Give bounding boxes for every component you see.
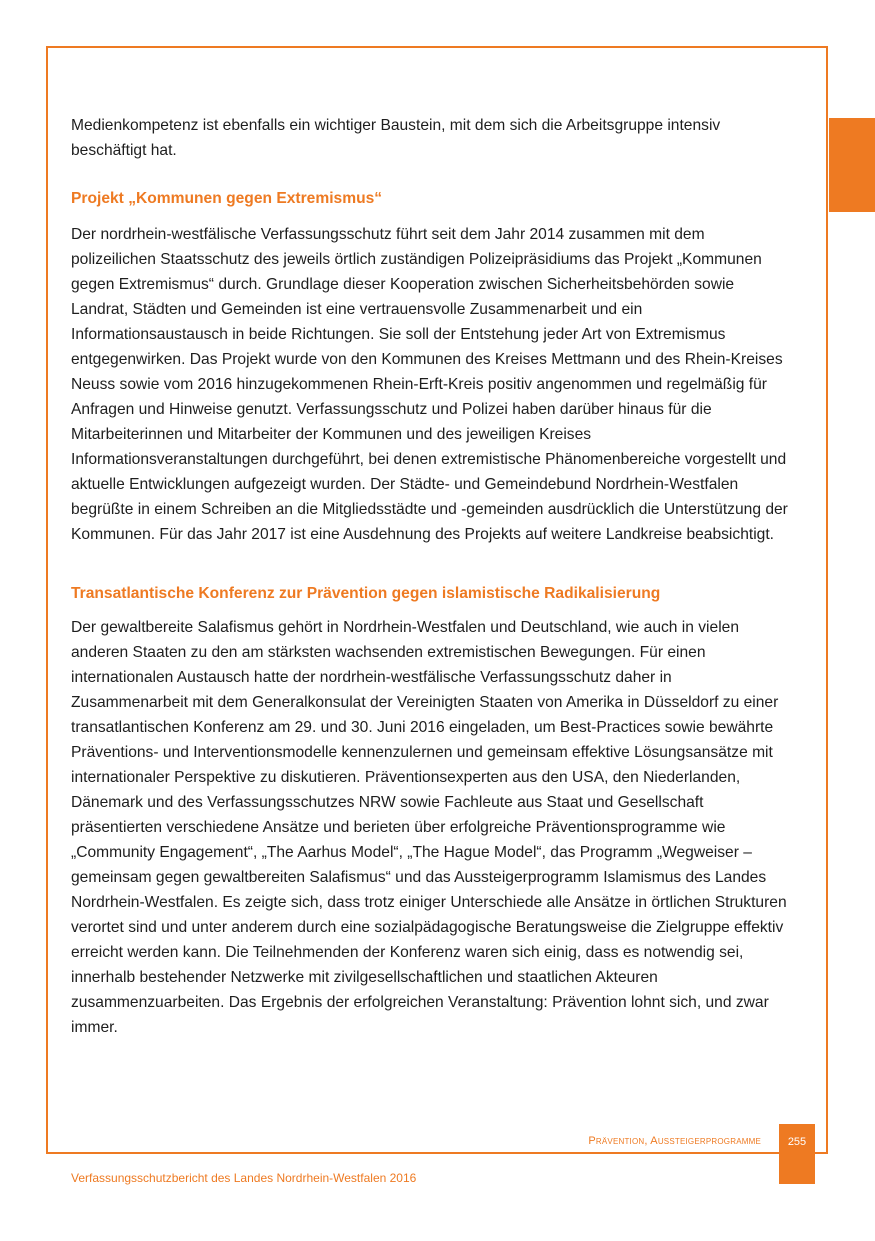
page-number: 255: [787, 1136, 807, 1148]
section-body-konferenz: Der gewaltbereite Salafismus gehört in Nordrhein-Westfalen und Deutschland, wie auch in vielen anderen Staaten zu den am stärksten wachsenden extremistischen Bewegungen. Für einen internationalen Austausch hatte der nordrhein-westfälische Verfassungsschutz daher in Zusammenarbeit mit dem Generalkonsulat der Vereinigten Staaten von Amerika in Düsseldorf zu einer transatlantischen Konferenz am 29. und 30. Juni 2016 eingeladen, um Best-Practices sowie bewährte Präventions- und Interventionsmodelle kennenzulernen und gemeinsam effektive Lösungsansätze mit internationaler Perspektive zu diskutieren. Präventionsexperten aus den USA, den Niederlanden, Dänemark und des Verfassungsschutzes NRW sowie Fachleute aus Staat und Gesellschaft präsentierten verschiedene Ansätze und berieten über erfolgreiche Präventionsprogramme wie „Community Engagement“, „The Aarhus Model“, „The Hague Model“, das Programm „Wegweiser – gemeinsam gegen gewaltbereiten Salafismus“ und das Aussteigerprogramm Islamismus des Landes Nordrhein-Westfalen. Es zeigte sich, dass trotz einiger Unterschiede alle Ansätze in örtlichen Strukturen verortet sind und unter anderem durch eine sozialpädagogische Beratungsweise die Zielgruppe effektiv erreicht werden kann. Die Teilnehmenden der Konferenz waren sich einig, dass es notwendig sei, innerhalb bestehender Netzwerke mit zivilgesellschaftlichen und staatlichen Akteuren zusammenzuarbeiten. Das Ergebnis der erfolgreichen Veranstaltung: Prävention lohnt sich, und zwar immer.: [71, 619, 787, 1036]
page-number-box: [779, 1124, 815, 1184]
section-heading-kommunen: Projekt „Kommunen gegen Extremismus“: [71, 190, 383, 207]
report-title: Verfassungsschutzbericht des Landes Nordrhein-Westfalen 2016: [71, 1171, 417, 1185]
section-heading-konferenz: Transatlantische Konferenz zur Prävention gegen islamistische Radikalisierung: [71, 585, 661, 602]
intro-paragraph: Medienkompetenz ist ebenfalls ein wichtiger Baustein, mit dem sich die Arbeitsgruppe intensiv beschäftigt hat.: [71, 117, 721, 159]
page-content: [71, 113, 791, 1040]
chapter-side-tab: [829, 118, 875, 212]
chapter-label: Prävention, Aussteigerprogramme: [588, 1135, 761, 1147]
section-body-kommunen: Der nordrhein-westfälische Verfassungsschutz führt seit dem Jahr 2014 zusammen mit dem polizeilichen Staatsschutz des jeweils örtlich zuständigen Polizeipräsidiums das Projekt „Kommunen gegen Extremismus“ durch. Grundlage dieser Kooperation zwischen Sicherheitsbehörden sowie Landrat, Städten und Gemeinden ist eine vertrauensvolle Zusammenarbeit und ein Informationsaustausch in beide Richtungen. Sie soll der Entstehung jeder Art von Extremismus entgegenwirken. Das Projekt wurde von den Kommunen des Kreises Mettmann und des Rhein-Kreises Neuss sowie vom 2016 hinzugekommenen Rhein-Erft-Kreis positiv angenommen und regelmäßig für Anfragen und Hinweise genutzt. Verfassungsschutz und Polizei haben darüber hinaus für die Mitarbeiterinnen und Mitarbeiter der Kommunen und des jeweiligen Kreises Informationsveranstaltungen durchgeführt, bei denen extremistische Phänomenbereiche vorgestellt und aktuelle Entwicklungen aufgezeigt wurden. Der Städte- und Gemeindebund Nordrhein-Westfalen begrüßte in einem Schreiben an die Mitgliedsstädte und -gemeinden ausdrücklich die Unterstützung der Kommunen. Für das Jahr 2017 ist eine Ausdehnung des Projekts auf weitere Landkreise beabsichtigt.: [71, 226, 788, 543]
